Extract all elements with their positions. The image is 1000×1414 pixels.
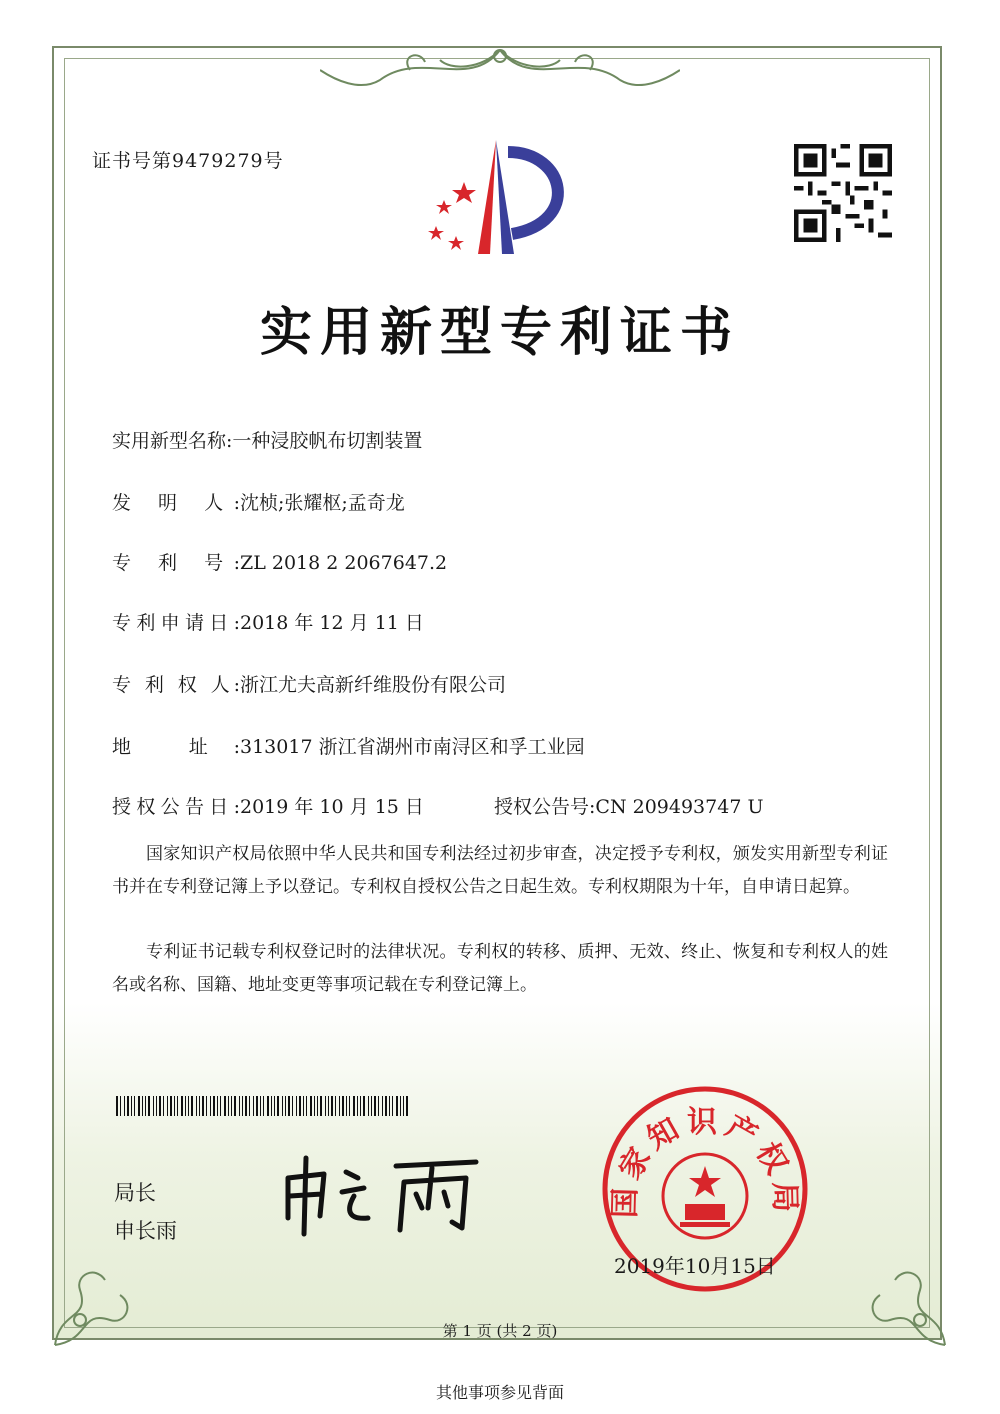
barcode xyxy=(116,1096,412,1116)
field-announcement-date xyxy=(112,792,424,819)
field-utility-model-name xyxy=(112,426,422,453)
director-block xyxy=(114,1174,177,1250)
field-patentee xyxy=(112,670,506,697)
field-application-date xyxy=(112,608,424,635)
field-label: 实用新型名称: xyxy=(112,430,233,452)
patent-office-logo xyxy=(416,132,576,262)
field-value: 一种浸胶帆布切割装置 xyxy=(232,430,423,452)
field-label: 专 利 权 人: xyxy=(112,674,240,696)
certificate-title: 实用新型专利证书 xyxy=(259,302,740,363)
field-label: 地 址: xyxy=(112,736,240,758)
director-title: 局长 xyxy=(114,1181,156,1205)
statement-paragraph-2: 专利证书记载专利权登记时的法律状况。专利权的转移、质押、无效、终止、恢复和专利权人的姓名或名称、国籍、地址变更等事项记载在专利登记簿上。 xyxy=(112,942,888,995)
statement-paragraph-1: 国家知识产权局依照中华人民共和国专利法经过初步审查，决定授予专利权，颁发实用新型专利证书并在专利登记簿上予以登记。专利权自授权公告之日起生效。专利权期限为十年，自申请日起算。 xyxy=(112,844,888,897)
field-address xyxy=(112,732,585,759)
field-value: 沈桢;张耀枢;孟奇龙 xyxy=(240,492,405,514)
certificate-number: 证书号第9479279号 xyxy=(92,150,284,172)
page-number: 第 1 页 (共 2 页) xyxy=(442,1322,558,1340)
field-label: 专利申请日: xyxy=(112,612,240,634)
field-label: 授权公告号: xyxy=(494,796,596,818)
qr-code xyxy=(794,144,892,242)
field-label: 专 利 号: xyxy=(112,552,240,574)
field-inventor xyxy=(112,488,405,515)
seal-date: 2019年10月15日 xyxy=(614,1254,776,1278)
field-value: 313017 浙江省湖州市南浔区和孚工业园 xyxy=(240,736,585,758)
back-note: 其他事项参见背面 xyxy=(435,1383,564,1402)
field-value: CN 209493747 U xyxy=(595,796,764,818)
top-ornament xyxy=(320,40,680,100)
director-signature xyxy=(276,1148,496,1238)
field-label: 发 明 人: xyxy=(112,492,240,514)
director-name: 申长雨 xyxy=(114,1219,177,1243)
field-value: ZL 2018 2 2067647.2 xyxy=(240,552,448,574)
field-announcement-number xyxy=(494,792,763,819)
field-value: 2019 年 10 月 15 日 xyxy=(240,796,424,818)
field-label: 授权公告日: xyxy=(112,796,240,818)
field-value: 浙江尤夫高新纤维股份有限公司 xyxy=(240,674,507,696)
svg-text:国家知识产权局: 国家知识产权局 xyxy=(607,1105,803,1219)
field-value: 2018 年 12 月 11 日 xyxy=(240,612,424,634)
field-patent-number xyxy=(112,548,447,575)
